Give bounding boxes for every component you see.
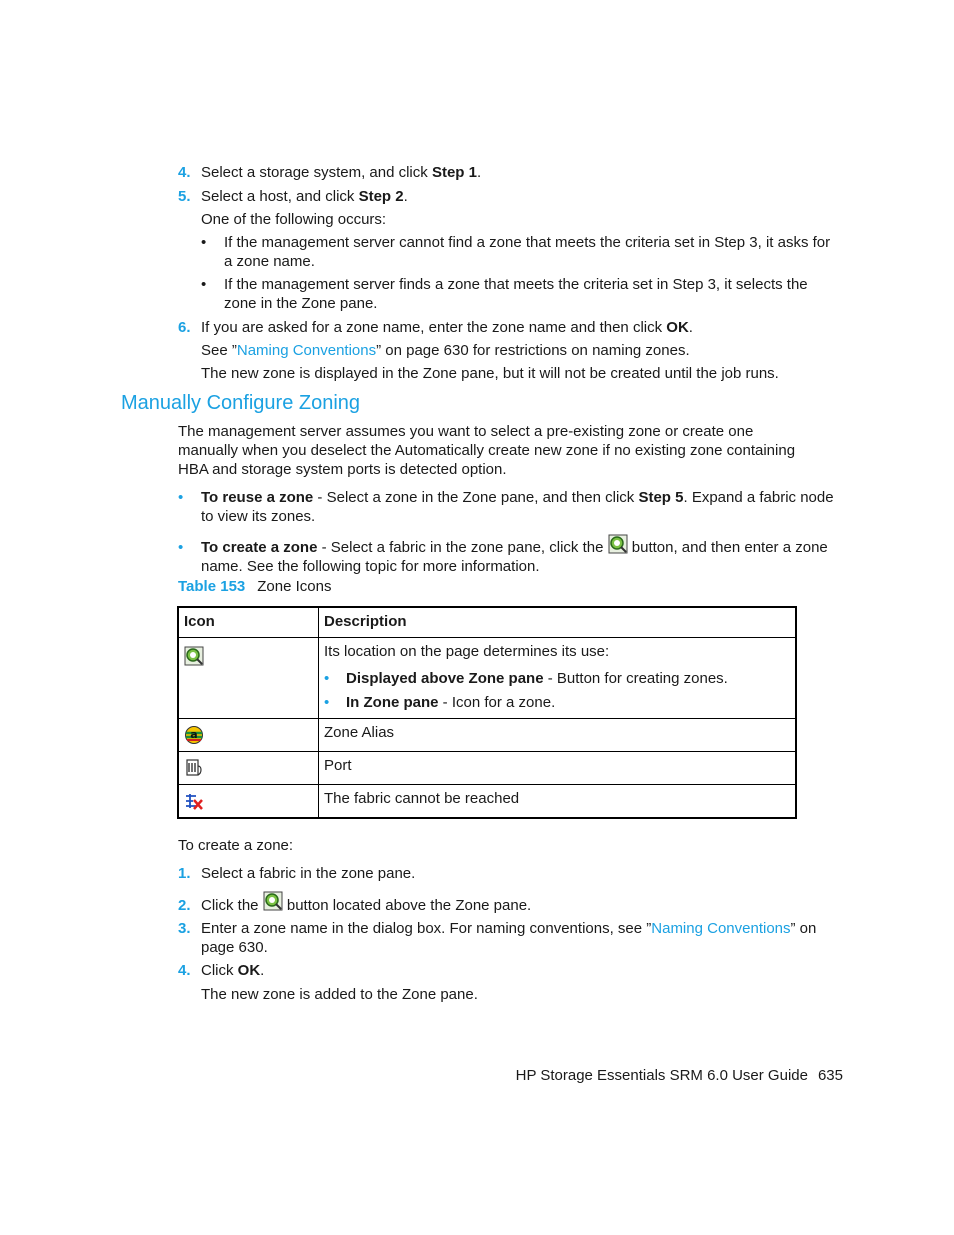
row3-description: Port bbox=[319, 752, 797, 785]
row1-description: Its location on the page determines its use: bbox=[324, 643, 610, 660]
bullet-text: If the management server cannot find a zone that meets the criteria set in Step 3, it asks for a zone name. bbox=[224, 234, 831, 270]
result-text: The new zone is added to the Zone pane. bbox=[201, 986, 478, 1003]
step-number: 4. bbox=[178, 164, 191, 181]
header-icon: Icon bbox=[178, 607, 319, 638]
port-icon bbox=[184, 758, 204, 778]
table-caption: Table 153 Zone Icons bbox=[178, 578, 332, 595]
step-2-text: Click the button located above the Zone pane. bbox=[201, 896, 838, 915]
occurs-text: One of the following occurs: bbox=[201, 211, 387, 228]
bullet: • bbox=[201, 234, 207, 251]
zone-icon bbox=[263, 891, 283, 911]
table-row bbox=[178, 752, 796, 785]
page-number: 635 bbox=[817, 1067, 843, 1084]
naming-conventions-link[interactable]: Naming Conventions bbox=[651, 920, 791, 937]
bullet: • bbox=[178, 489, 184, 506]
table-row bbox=[178, 719, 796, 752]
bullet: • bbox=[201, 276, 207, 293]
table-row bbox=[178, 638, 796, 719]
zone-alias-icon bbox=[184, 725, 204, 745]
page-footer bbox=[516, 1066, 843, 1085]
step-number: 6. bbox=[178, 319, 191, 336]
create-zone-intro: To create a zone: bbox=[178, 837, 294, 854]
table-header-row bbox=[178, 607, 796, 638]
bullet: • bbox=[178, 539, 184, 556]
zone-icon bbox=[184, 646, 204, 666]
section-heading: Manually Configure Zoning bbox=[121, 392, 361, 414]
step-5-text: Select a host, and click Step 2. bbox=[201, 188, 408, 205]
bullet-text: If the management server finds a zone that meets the criteria set in Step 3, it selects the zone in the Zone pane. bbox=[224, 276, 808, 312]
step-4-ok-text: Click OK. bbox=[201, 962, 265, 979]
step-number: 1. bbox=[178, 865, 191, 882]
step-number: 3. bbox=[178, 920, 191, 937]
naming-conventions-link[interactable]: Naming Conventions bbox=[236, 342, 377, 359]
step-number: 2. bbox=[178, 897, 191, 914]
step-3-text: Enter a zone name in the dialog box. For naming conventions, see ”Naming Conventions” on page 630. bbox=[201, 920, 817, 956]
see-naming-text: See ”Naming Conventions” on page 630 for restrictions on naming zones. bbox=[201, 342, 690, 359]
header-description: Description bbox=[319, 607, 797, 638]
step-1-text: Select a fabric in the zone pane. bbox=[201, 865, 416, 882]
new-zone-text: The new zone is displayed in the Zone pane, but it will not be created until the job runs. bbox=[201, 365, 779, 382]
intro-paragraph: The management server assumes you want to select a pre-existing zone or create one manually when you deselect the Automatically create new zone if no existing zone containing HBA and storage system ports is detected option. bbox=[178, 423, 796, 478]
fabric-unreachable-icon bbox=[184, 791, 204, 811]
row2-description: Zone Alias bbox=[319, 719, 797, 752]
table-bullet: • Displayed above Zone pane - Button for creating zones. bbox=[324, 670, 728, 687]
zone-icon bbox=[608, 534, 628, 554]
reuse-zone-text: To reuse a zone - Select a zone in the Zone pane, and then click Step 5. Expand a fabric node to view its zones. bbox=[201, 489, 834, 525]
step-number: 5. bbox=[178, 188, 191, 205]
table-bullet: • In Zone pane - Icon for a zone. bbox=[324, 694, 556, 711]
zone-icons-table bbox=[177, 606, 797, 819]
row4-description: The fabric cannot be reached bbox=[319, 785, 797, 819]
step-4-text: Select a storage system, and click Step 1. bbox=[201, 164, 482, 181]
table-row bbox=[178, 785, 796, 819]
footer-title: HP Storage Essentials SRM 6.0 User Guide bbox=[515, 1067, 808, 1084]
create-zone-text: To create a zone - Select a fabric in the zone pane, click the button, and then enter a zone name. See the following topic for more information. bbox=[201, 538, 838, 576]
step-number: 4. bbox=[178, 962, 191, 979]
svg-text:a: a bbox=[190, 728, 198, 742]
step-6-text: If you are asked for a zone name, enter the zone name and then click OK. bbox=[201, 319, 693, 336]
